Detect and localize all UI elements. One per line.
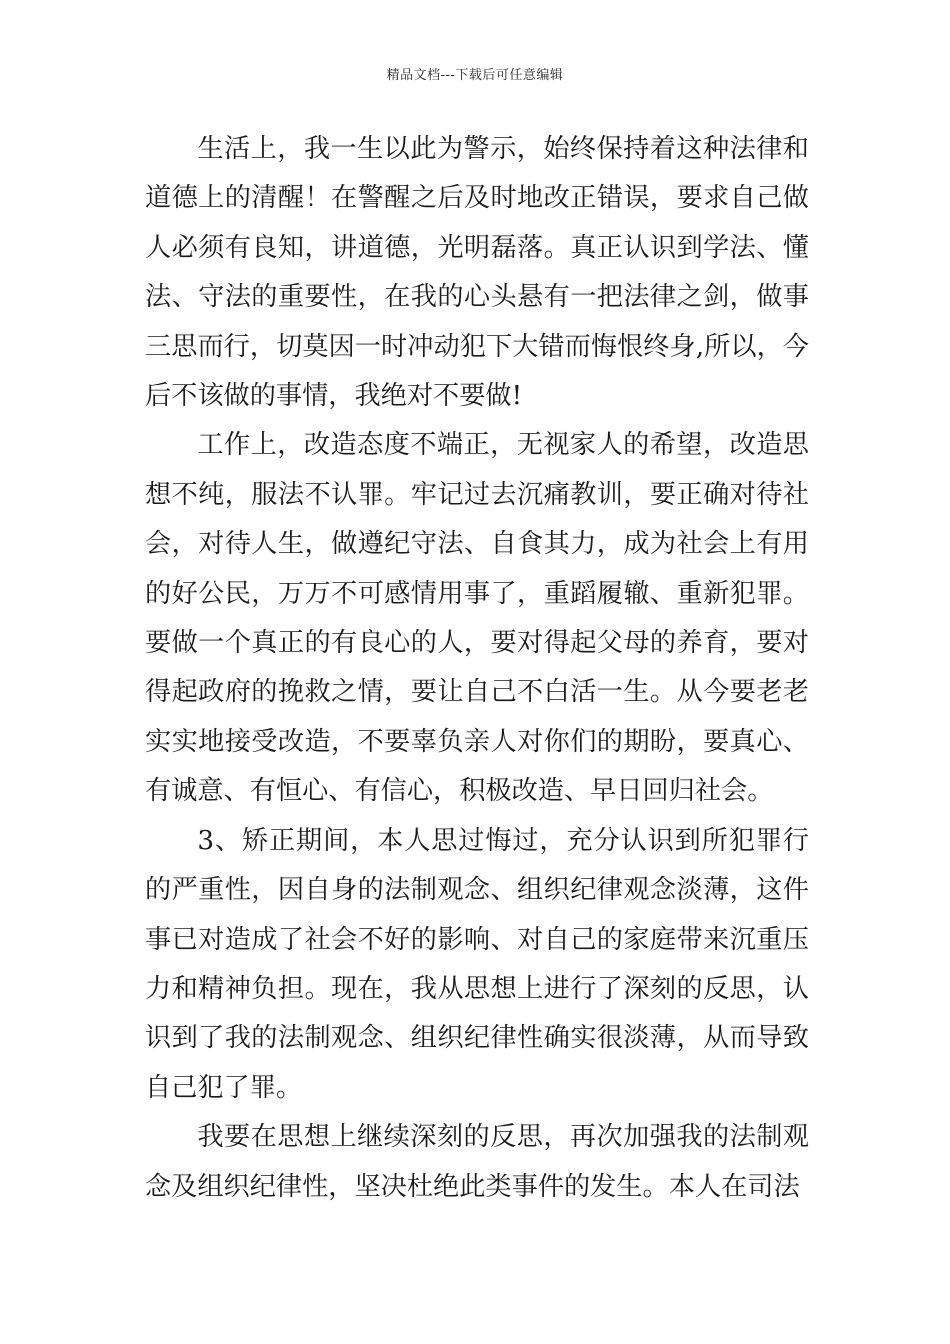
- page-header: 精品文档---下载后可任意编辑: [386, 68, 564, 83]
- document-body: [145, 125, 809, 1212]
- paragraph-work: 工作上，改造态度不端正，无视家人的希望，改造思想不纯，服法不认罪。牢记过去沉痛教训，要正确对待社会，对待人生，做遵纪守法、自食其力，成为社会上有用的好公民，万万不可感情用事了，重蹈履辙、重新犯罪。要做一个真正的有良心的人，要对得起父母的养育，要对得起政府的挽救之情，要让自己不白活一生。从今要老老实实地接受改造，不要辜负亲人对你们的期盼，要真心、有诚意、有恒心、有信心，积极改造、早日回归社会。: [145, 430, 809, 807]
- paragraph-item-3: 3、矫正期间，本人思过悔过，充分认识到所犯罪行的严重性，因自身的法制观念、组织纪律观念淡薄，这件事已对造成了社会不好的影响、对自己的家庭带来沉重压力和精神负担。现在，我从思想上进行了深刻的反思，认识到了我的法制观念、组织纪律性确实很淡薄，从而导致自己犯了罪。: [145, 825, 809, 1103]
- paragraph-life: 生活上，我一生以此为警示，始终保持着这种法律和道德上的清醒！在警醒之后及时地改正错误，要求自己做人必须有良知，讲道德，光明磊落。真正认识到学法、懂法、守法的重要性，在我的心头悬有一把法律之剑，做事三思而行，切莫因一时冲动犯下大错而悔恨终身,所以，今后不该做的事情，我绝对不要做!: [145, 134, 809, 412]
- paragraph-reflection: 我要在思想上继续深刻的反思，再次加强我的法制观念及组织纪律性，坚决杜绝此类事件的发生。本人在司法: [145, 1122, 809, 1202]
